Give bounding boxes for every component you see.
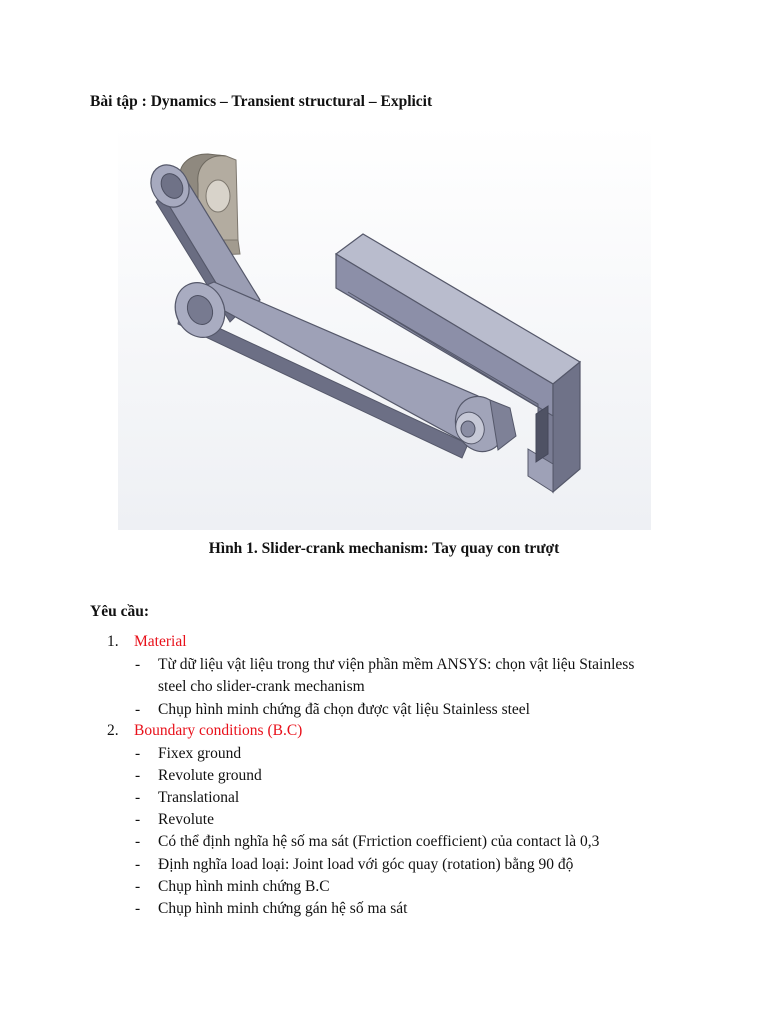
figure-slider-crank	[118, 124, 651, 530]
bullet-text: Revolute	[158, 811, 214, 828]
bullet-marker: -	[135, 900, 141, 917]
requirements-heading: Yêu cầu:	[90, 603, 149, 620]
page-title: Bài tập : Dynamics – Transient structural – Explicit	[90, 93, 433, 110]
bullet-marker: -	[135, 833, 141, 850]
bullet-marker: -	[135, 656, 141, 673]
bullet-text: Có thể định nghĩa hệ số ma sát (Frriction coefficient) của contact là 0,3	[158, 833, 600, 850]
slider-crank-illustration	[118, 124, 651, 530]
section-title-boundary-conditions: Boundary conditions (B.C)	[134, 722, 303, 739]
section-number: 2.	[107, 722, 119, 739]
figure-caption: Hình 1. Slider-crank mechanism: Tay quay con trượt	[208, 540, 560, 557]
bullet-marker: -	[135, 856, 141, 873]
bullet-text: Fixex ground	[158, 745, 242, 762]
bullet-text: Revolute ground	[158, 767, 262, 784]
bullet-text: Định nghĩa load loại: Joint load với góc quay (rotation) bằng 90 độ	[158, 856, 574, 873]
bullet-text: Chụp hình minh chứng đã chọn được vật liệu Stainless steel	[158, 701, 530, 718]
section-number: 1.	[107, 633, 119, 650]
bullet-marker: -	[135, 878, 141, 895]
bullet-text: Chụp hình minh chứng B.C	[158, 878, 330, 895]
bullet-marker: -	[135, 745, 141, 762]
bullet-marker: -	[135, 789, 141, 806]
section-title-material: Material	[134, 633, 187, 650]
bullet-text-continued: steel cho slider-crank mechanism	[158, 678, 365, 695]
bullet-marker: -	[135, 767, 141, 784]
bullet-text: Translational	[158, 789, 240, 806]
bullet-text: Chụp hình minh chứng gán hệ số ma sát	[158, 900, 408, 917]
bullet-marker: -	[135, 811, 141, 828]
bullet-text: Từ dữ liệu vật liệu trong thư viện phần mềm ANSYS: chọn vật liệu Stainless	[158, 656, 635, 673]
bullet-marker: -	[135, 701, 141, 718]
